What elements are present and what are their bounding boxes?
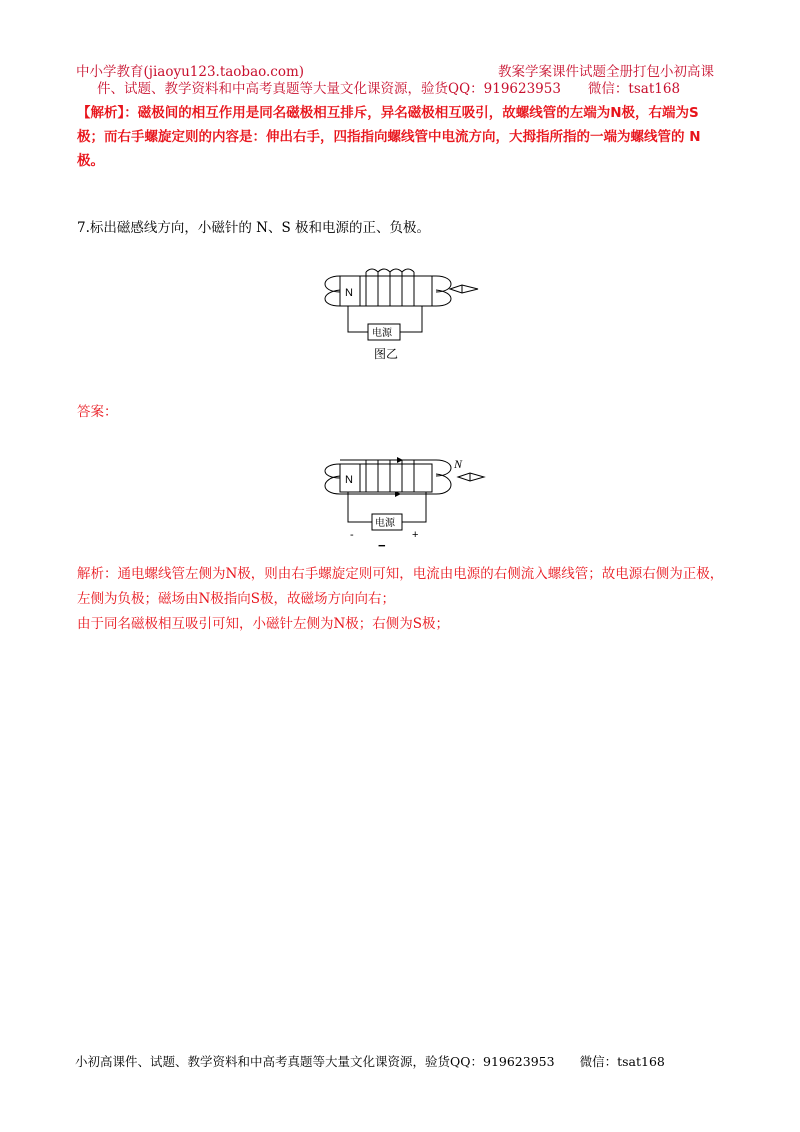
analysis-line3: 由于同名磁极相互吸引可知，小磁针左侧为N极；右侧为S极； bbox=[77, 616, 450, 632]
pole-label-n: N bbox=[345, 474, 353, 486]
solenoid-figure-question bbox=[318, 262, 484, 362]
power-label: 电源 bbox=[372, 328, 392, 339]
explanation-block bbox=[77, 101, 732, 173]
solenoid-figure-answer bbox=[318, 442, 498, 552]
solenoid-core bbox=[340, 464, 432, 492]
solenoid-core bbox=[340, 276, 432, 306]
header-right: 教案学案课件试题全册打包小初高课 bbox=[498, 64, 714, 80]
pole-label-n: N bbox=[345, 287, 353, 299]
plus-right: + bbox=[412, 529, 419, 541]
explanation-line2: 极；而右手螺旋定则的内容是：伸出右手，四指指向螺线管中电流方向，大拇指所指的一端为螺线管的 N bbox=[77, 129, 701, 145]
analysis-line1: 解析：通电螺线管左侧为N极，则由右手螺旋定则可知，电流由电源的右侧流入螺线管；故电源右侧为正极， bbox=[77, 566, 724, 582]
question-text: 7.标出磁感线方向，小磁针的 N、S 极和电源的正、负极。 bbox=[77, 220, 431, 236]
minus-left: - bbox=[350, 529, 354, 541]
answer-label: 答案： bbox=[77, 404, 118, 420]
minus-bottom: − bbox=[378, 538, 386, 552]
analysis-block bbox=[77, 562, 737, 637]
explanation-line3: 极。 bbox=[77, 153, 104, 169]
needle-label-n: N bbox=[454, 457, 463, 471]
analysis-line2: 左侧为负极；磁场由N极指向S极，故磁场方向向右； bbox=[77, 591, 396, 607]
explanation-line1: 【解析】：磁极间的相互作用是同名磁极相互排斥，异名磁极相互吸引，故螺线管的左端为N极，右端为S bbox=[77, 105, 699, 121]
footer-text: 小初高课件、试题、教学资料和中高考真题等大量文化课资源，验货QQ：919623953 微信：tsat168 bbox=[75, 1054, 665, 1069]
header-line2: 件、试题、教学资料和中高考真题等大量文化课资源，验货QQ：919623953 微信：tsat168 bbox=[97, 81, 681, 97]
compass-needle bbox=[450, 285, 478, 293]
figure-caption: 图乙 bbox=[374, 347, 399, 361]
compass-needle bbox=[458, 473, 484, 481]
power-label: 电源 bbox=[375, 518, 395, 529]
header-left: 中小学教育(jiaoyu123.taobao.com) bbox=[76, 64, 305, 80]
